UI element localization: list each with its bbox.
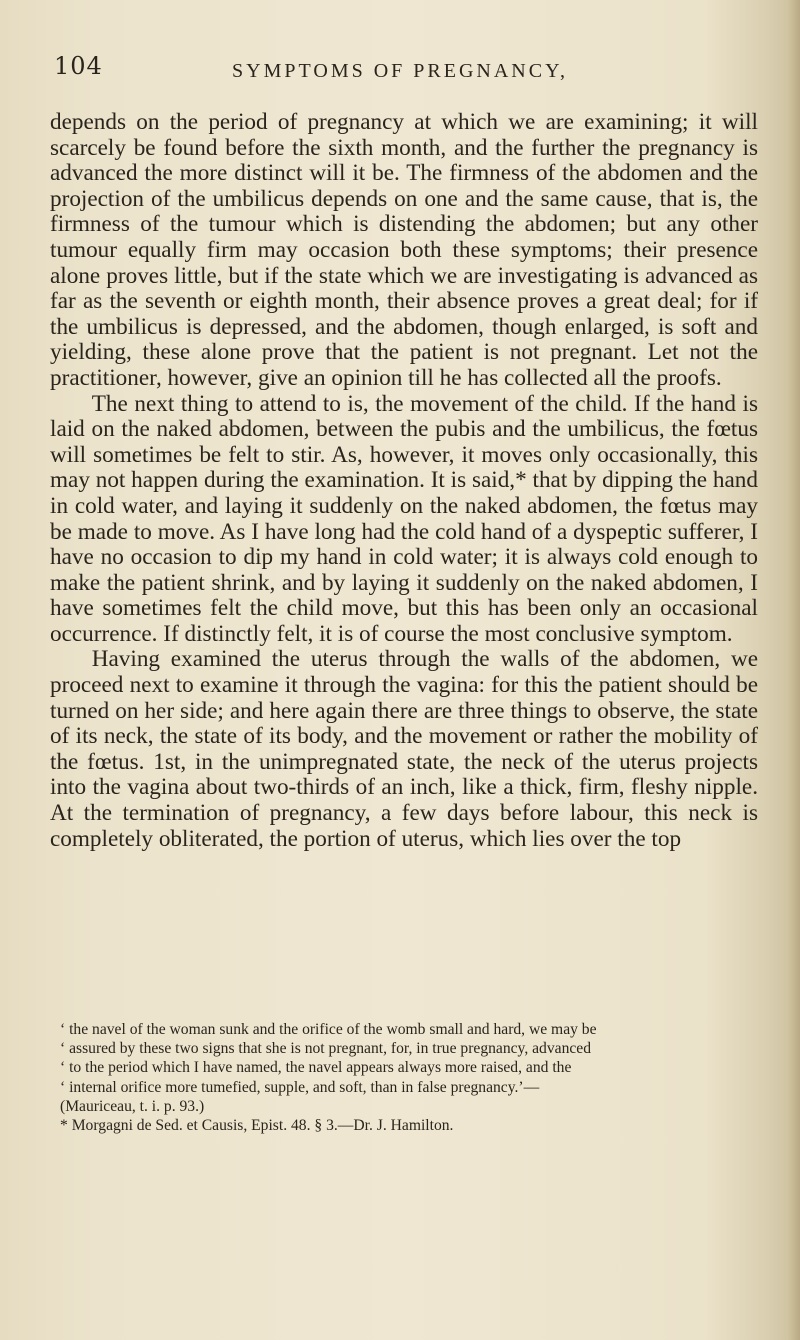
paragraph-1: depends on the period of pregnancy at which we are examining; it will scarcely be found before the sixth month, and the further the pregnancy is advanced the more distinct will it be. The firmness of the abdomen and the projection of the umbilicus depends on one and the same cause, that is, the firmness of the tumour which is distending the abdomen; but any other tumour equally firm may occasion both these symptoms; their presence alone proves little, but if the state which we are investigating is advanced as far as the seventh or eighth month, their absence proves a great deal; for if the umbilicus is depressed, and the abdomen, though enlarged, is soft and yielding, these alone prove that the patient is not pregnant. Let not the practitioner, however, give an opinion till he has collected all the proofs.	[50, 109, 758, 391]
page-number: 104	[54, 52, 103, 80]
footnote-line: ‘ the navel of the woman sunk and the orifice of the womb small and hard, we may be	[60, 1021, 597, 1038]
page-edge-shadow	[786, 0, 800, 1340]
paragraph-2: The next thing to attend to is, the movement of the child. If the hand is laid on the naked abdomen, between the pubis and the umbilicus, the fœtus will sometimes be felt to stir. As, however, it moves only occasionally, this may not happen during the examination. It is said,* that by dipping the hand in cold water, and laying it suddenly on the naked abdomen, the fœtus may be made to move. As I have long had the cold hand of a dyspeptic sufferer, I have no occasion to dip my hand in cold water; it is always cold enough to make the patient shrink, and by laying it suddenly on the naked abdomen, I have sometimes felt the child move, but this has been only an occasional occurrence. If distinctly felt, it is of course the most conclusive symptom.	[50, 390, 758, 647]
footnote-citation: (Mauriceau, t. i. p. 93.)	[60, 1097, 205, 1115]
paragraph-3: Having examined the uterus through the walls of the abdomen, we proceed next to examine it through the vagina: for this the patient should be turned on her side; and here again there are three things to observe, the state of its neck, the state of its body, and the movement or rather the mobility of the fœtus. 1st, in the unimpregnated state, the neck of the uterus projects into the vagina about two-thirds of an inch, like a thick, firm, fleshy nipple. At the termination of pregnancy, a few days before labour, this neck is completely obliterated, the portion of uterus, which lies over the top	[50, 646, 758, 852]
footnote-line: ‘ internal orifice more tumefied, supple, and soft, than in false pregnancy.’—	[60, 1078, 540, 1096]
footnote-asterisk: * Morgagni de Sed. et Causis, Epist. 48. § 3.—Dr. J. Hamilton.	[60, 1117, 454, 1135]
footnote-line: ‘ assured by these two signs that she is not pregnant, for, in true pregnancy, advanced	[60, 1040, 592, 1058]
footnotes	[60, 1020, 760, 1135]
running-head: SYMPTOMS OF PREGNANCY,	[232, 60, 568, 82]
page-header	[40, 52, 760, 92]
footnote-line: ‘ to the period which I have named, the navel appears always more raised, and the	[60, 1059, 572, 1077]
body-text	[50, 110, 758, 852]
